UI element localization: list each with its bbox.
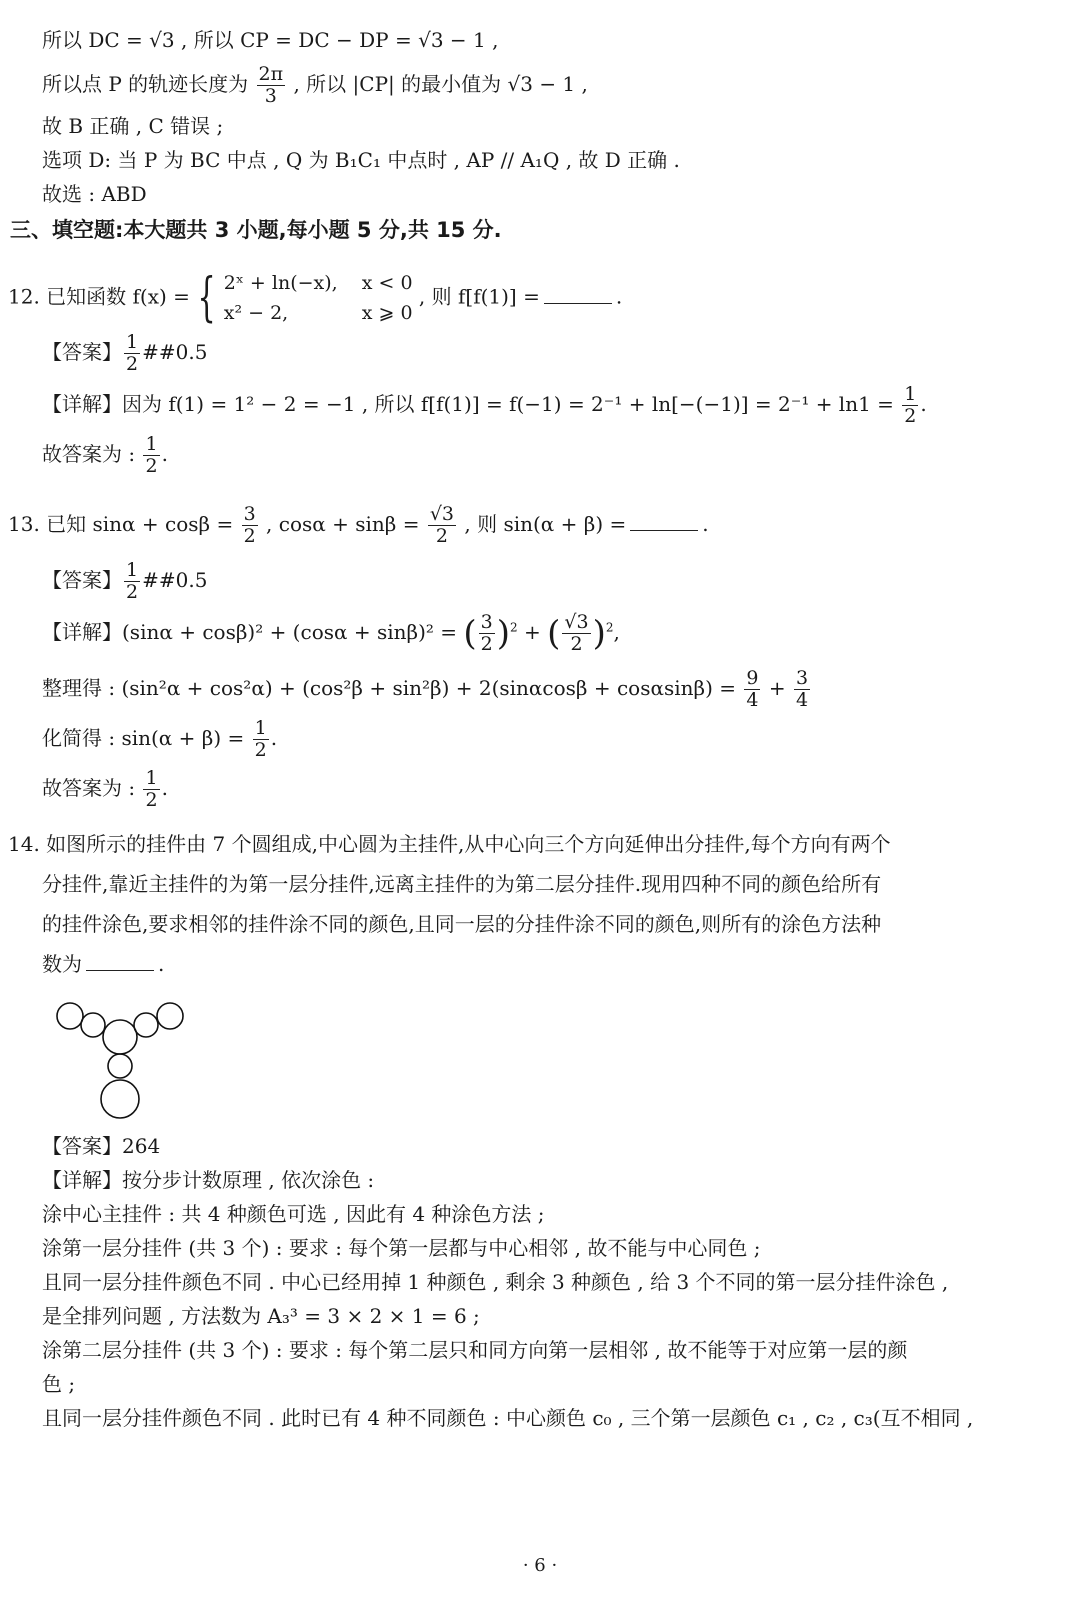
frac-num: 9	[746, 667, 759, 689]
answer-value: 264	[122, 1134, 161, 1158]
reduce-end: .	[270, 726, 278, 750]
prev-line-2	[42, 64, 588, 107]
q14-detail-5: 是全排列问题 , 方法数为 A₃³ = 3 × 2 × 1 = 6 ;	[42, 1304, 480, 1328]
frac-num: 3	[243, 503, 256, 525]
right-paren: )	[496, 613, 510, 654]
q12-detail	[42, 384, 927, 427]
case1-cond: x < 0	[361, 272, 413, 294]
answer-fraction	[124, 332, 140, 375]
final-label: 故答案为 :	[42, 442, 136, 466]
detail-fraction-1	[479, 612, 495, 655]
answer-alt: ##0.5	[142, 568, 208, 592]
q12-final	[42, 434, 168, 477]
prev-line-5: 故选 : ABD	[42, 182, 147, 206]
final-fraction	[143, 768, 159, 811]
inner-right-circle	[134, 1013, 158, 1037]
q14-line-4-end: .	[158, 952, 165, 976]
frac-den: 2	[480, 633, 493, 655]
arc-length-fraction	[257, 64, 286, 107]
q12-stem	[8, 268, 622, 328]
q13-detail: 【详解】(sinα + cosβ)² + (cosα + sinβ)² = ( $\frac{3}{2}$ )$^2$ + ( $\frac{√3}{2}$ )$^2$,	[42, 611, 620, 655]
frac-num: 3	[480, 611, 493, 633]
final-label: 故答案为 :	[42, 776, 136, 800]
stem-fraction-2	[428, 504, 456, 547]
frac-num: √3	[564, 611, 589, 633]
simplify-text: 整理得 : (sin²α + cos²α) + (cos²β + sin²β) + 2(sinαcosβ + cosαsinβ) =	[42, 676, 737, 700]
q14-line-2: 分挂件,靠近主挂件的为第一层分挂件,远离主挂件的为第二层分挂件.现用四种不同的颜色给所有	[42, 872, 882, 896]
q13-stem-post: , 则 sin(α + β) =	[464, 512, 627, 536]
q12-stem-pre: 12. 已知函数 f(x) =	[8, 284, 190, 309]
frac-num: 1	[254, 717, 267, 739]
case1-expr: 2ˣ + ln(−x),	[223, 272, 338, 294]
prev-line-4: 选项 D: 当 P 为 BC 中点 , Q 为 B₁C₁ 中点时 , AP // A₁Q , 故 D 正确 .	[42, 148, 680, 172]
frac-den: 4	[795, 689, 809, 711]
answer-fraction	[124, 560, 140, 603]
answer-blank	[86, 952, 154, 971]
answer-label: 【答案】	[42, 1134, 122, 1158]
q14-detail-6: 涂第二层分挂件 (共 3 个) : 要求 : 每个第二层只和同方向第一层相邻 , 故不能等于对应第一层的颜	[42, 1338, 908, 1362]
q14-answer	[42, 1132, 160, 1160]
prev-line-2-text: 所以点 P 的轨迹长度为	[42, 72, 249, 96]
final-end: .	[161, 442, 168, 466]
q14-line-3: 的挂件涂色,要求相邻的挂件涂不同的颜色,且同一层的分挂件涂不同的颜色,则所有的涂色方法种	[42, 912, 882, 936]
detail-label: 【详解】	[42, 620, 122, 644]
q12-stem-end: .	[615, 284, 623, 309]
frac-den: 2	[570, 633, 583, 655]
simplify-fraction-1	[744, 668, 760, 711]
frac-den: 3	[264, 85, 277, 107]
frac-den: 2	[126, 353, 139, 375]
detail-lhs: (sinα + cosβ)² + (cosα + sinβ)² =	[122, 620, 458, 644]
q14-detail-4: 且同一层分挂件颜色不同 . 中心已经用掉 1 种颜色 , 剩余 3 种颜色 , 给 3 个不同的第一层分挂件涂色 ,	[42, 1270, 949, 1294]
detail-end: .	[920, 392, 927, 416]
q13-reduce	[42, 718, 277, 761]
q14-detail-1	[42, 1166, 374, 1194]
piecewise-cases	[224, 268, 413, 328]
inner-left-circle	[81, 1013, 105, 1037]
case2-expr: x² − 2,	[223, 302, 289, 324]
piecewise-brace: {	[197, 268, 216, 328]
detail-label: 【详解】	[42, 1168, 122, 1192]
frac-den: 2	[254, 739, 267, 761]
frac-den: 2	[243, 525, 256, 547]
frac-num: 1	[145, 433, 158, 455]
answer-alt: ##0.5	[142, 340, 208, 364]
detail-text: 因为 f(1) = 1² − 2 = −1 , 所以 f[f(1)] = f(−1) = 2⁻¹ + ln[−(−1)] = 2⁻¹ + ln1 =	[122, 392, 894, 416]
q12-stem-post: , 则 f[f(1)] =	[418, 284, 540, 309]
frac-num: 1	[904, 383, 917, 405]
center-circle	[103, 1020, 137, 1054]
right-paren: )	[592, 613, 606, 654]
left-paren: (	[547, 613, 561, 654]
final-end: .	[161, 776, 168, 800]
plus-sign: +	[768, 676, 786, 700]
left-paren: (	[463, 613, 477, 654]
q12-answer	[42, 332, 207, 375]
prev-line-2-post: , 所以 |CP| 的最小值为 √3 − 1 ,	[293, 72, 588, 96]
frac-den: 2	[435, 525, 448, 547]
q13-simplify	[42, 668, 812, 711]
detail-text: 按分步计数原理 , 依次涂色 :	[122, 1168, 375, 1192]
case2-cond: x ⩾ 0	[361, 302, 413, 324]
section-heading: 三、填空题:本大题共 3 小题,每小题 5 分,共 15 分.	[10, 218, 502, 242]
frac-num: 1	[126, 559, 139, 581]
outer-right-circle	[157, 1003, 183, 1029]
final-fraction	[143, 434, 159, 477]
answer-blank	[544, 285, 612, 304]
prev-line-1: 所以 DC = √3 , 所以 CP = DC − DP = √3 − 1 ,	[42, 28, 499, 52]
frac-den: 2	[904, 405, 917, 427]
prev-line-3: 故 B 正确 , C 错误 ;	[42, 114, 224, 138]
pendant-figure	[48, 1000, 198, 1125]
frac-den: 2	[145, 455, 158, 477]
detail-fraction-2	[562, 612, 590, 655]
q14-detail-3: 涂第一层分挂件 (共 3 个) : 要求 : 每个第一层都与中心相邻 , 故不能与中心同色 ;	[42, 1236, 761, 1260]
q13-final	[42, 768, 168, 811]
answer-label: 【答案】	[42, 568, 122, 592]
q13-stem-end: .	[702, 512, 709, 536]
frac-num: 1	[145, 767, 158, 789]
stem-fraction-1	[242, 504, 258, 547]
q14-detail-7: 色 ;	[42, 1372, 76, 1396]
answer-blank	[630, 512, 698, 531]
frac-den: 2	[126, 581, 139, 603]
detail-label: 【详解】	[42, 392, 122, 416]
answer-label: 【答案】	[42, 340, 122, 364]
frac-num: 2π	[258, 63, 284, 85]
inner-bottom-circle	[108, 1054, 132, 1078]
q14-detail-2: 涂中心主挂件 : 共 4 种颜色可选 , 因此有 4 种涂色方法 ;	[42, 1202, 545, 1226]
reduce-fraction	[253, 718, 269, 761]
q13-answer	[42, 560, 207, 603]
q14-line-1: 14. 如图所示的挂件由 7 个圆组成,中心圆为主挂件,从中心向三个方向延伸出分挂件,每个方向有两个	[8, 832, 891, 856]
outer-bottom-circle	[101, 1080, 139, 1118]
frac-num: √3	[429, 503, 455, 525]
frac-num: 1	[126, 331, 139, 353]
q14-detail-8: 且同一层分挂件颜色不同 . 此时已有 4 种不同颜色 : 中心颜色 c₀ , 三个第一层颜色 c₁ , c₂ , c₃(互不相同 ,	[42, 1406, 974, 1430]
q14-line-4-text: 数为	[42, 952, 82, 976]
frac-den: 2	[145, 789, 158, 811]
frac-num: 3	[795, 667, 809, 689]
q13-stem-mid: , cosα + sinβ =	[266, 512, 420, 536]
outer-left-circle	[57, 1003, 83, 1029]
frac-den: 4	[746, 689, 759, 711]
q13-stem	[8, 504, 709, 547]
simplify-fraction-2	[794, 668, 810, 711]
q14-line-4	[42, 950, 164, 978]
q13-stem-pre: 13. 已知 sinα + cosβ =	[8, 512, 234, 536]
reduce-text: 化简得 : sin(α + β) =	[42, 726, 245, 750]
page-number: · 6 ·	[522, 1555, 558, 1576]
detail-fraction	[902, 384, 918, 427]
